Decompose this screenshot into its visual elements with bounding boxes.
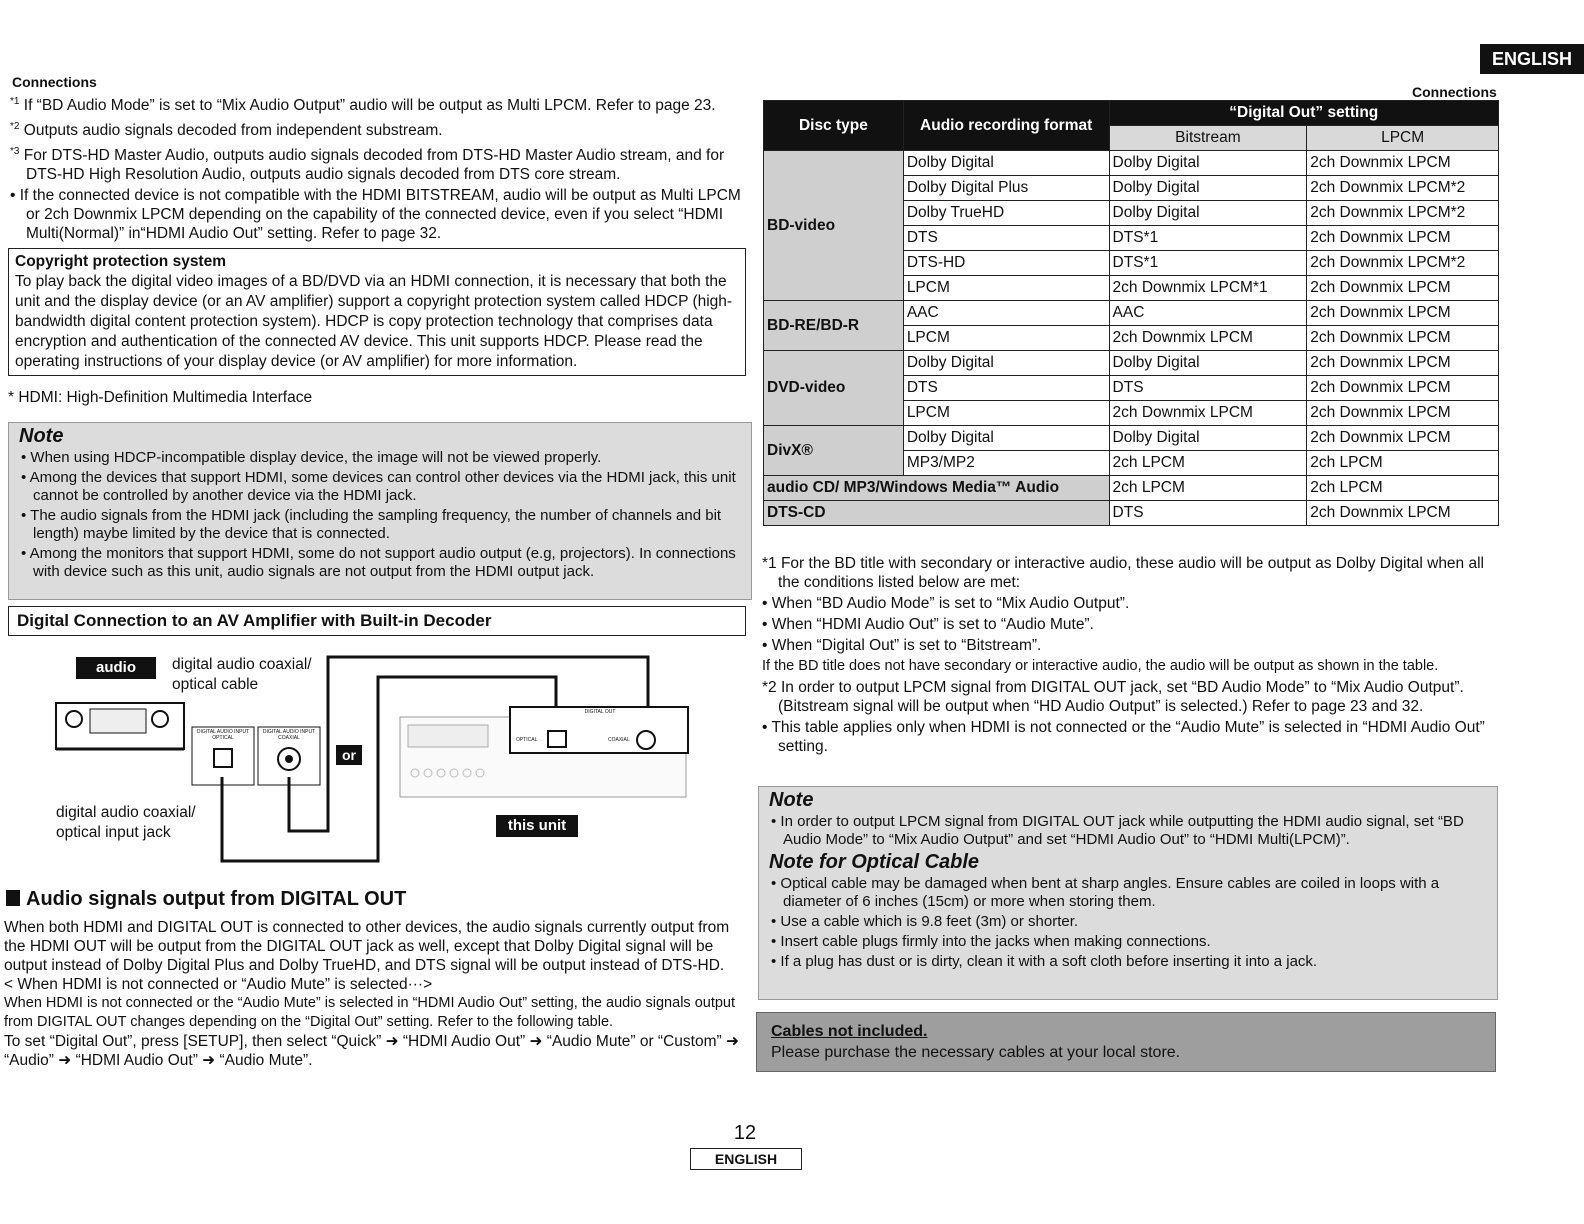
- coaxial-label: COAXIAL: [608, 737, 630, 743]
- para-2: < When HDMI is not connected or “Audio Mute” is selected···>: [4, 976, 433, 993]
- jack-label-1: digital audio coaxial/: [56, 804, 196, 821]
- table-row: DVD-video Dolby Digital Dolby Digital 2ch Downmix LPCM: [764, 351, 1499, 376]
- digital-connection-heading: Digital Connection to an AV Amplifier with Built-in Decoder: [8, 606, 746, 636]
- cables-box: [756, 1012, 1496, 1072]
- table-row: BD-RE/BD-R AAC AAC 2ch Downmix LPCM: [764, 301, 1499, 326]
- optical-in-label: DIGITAL AUDIO INPUT OPTICAL: [196, 729, 250, 741]
- section-label-left: Connections: [12, 74, 97, 90]
- th-lpcm: LPCM: [1307, 126, 1499, 151]
- table-row: audio CD/ MP3/Windows Media™ Audio 2ch LPCM 2ch LPCM: [764, 476, 1499, 501]
- para-3: When HDMI is not connected or the “Audio Mute” is selected in “HDMI Audio Out” setting, the audio signals output from DIGITAL OUT changes depending on the “Digital Out” setting. Refer to the following table.: [4, 995, 736, 1030]
- jack-label-2: optical input jack: [56, 824, 171, 841]
- hdmi-definition: * HDMI: High-Definition Multimedia Interface: [8, 389, 313, 406]
- page-number: 12: [733, 1122, 757, 1144]
- note-item: • The audio signals from the HDMI jack (including the sampling frequency, the number of channels and bit length) maybe limited by the device that is connected.: [33, 507, 741, 543]
- note-item: • If a plug has dust or is dirty, clean it with a soft cloth before inserting it into a jack.: [783, 953, 1487, 971]
- table-row: DTS DTS*1 2ch Downmix LPCM: [764, 226, 1499, 251]
- th-bitstream: Bitstream: [1109, 126, 1307, 151]
- note-item: • Insert cable plugs firmly into the jacks when making connections.: [783, 933, 1487, 951]
- table-row: BD-video Dolby Digital Dolby Digital 2ch Downmix LPCM: [764, 151, 1499, 176]
- table-row: DTS DTS 2ch Downmix LPCM: [764, 376, 1499, 401]
- heading-square-icon: [6, 890, 20, 906]
- table-row: LPCM 2ch Downmix LPCM*1 2ch Downmix LPCM: [764, 276, 1499, 301]
- table-footnote: *2 In order to output LPCM signal from DIGITAL OUT jack, set “BD Audio Mode” to “Mix Audio Output”. (Bitstream signal will be output when “HD Audio Output” is selected.) Refer to page 23 and 32.: [762, 679, 1464, 715]
- note-title: Note: [19, 425, 64, 447]
- table-row: LPCM 2ch Downmix LPCM 2ch Downmix LPCM: [764, 401, 1499, 426]
- table-row: DTS-CD DTS 2ch Downmix LPCM: [764, 501, 1499, 526]
- audio-label: audio: [76, 657, 156, 679]
- table-row: DivX® Dolby Digital Dolby Digital 2ch Downmix LPCM: [764, 426, 1499, 451]
- para-1: When both HDMI and DIGITAL OUT is connected to other devices, the audio signals currently output from the HDMI OUT will be output from the DIGITAL OUT jack as well, except that Dolby Digital signal will be output instead of Dolby Digital Plus and Dolby TrueHD, and DTS signal will be output instead of DTS-HD.: [4, 919, 730, 974]
- table-footnote: • When “HDMI Audio Out” is set to “Audio Mute”.: [762, 616, 1094, 633]
- table-footnote: • This table applies only when HDMI is not connected or the “Audio Mute” is selected in “HDMI Audio Out” setting.: [762, 719, 1485, 755]
- table-row: LPCM 2ch Downmix LPCM 2ch Downmix LPCM: [764, 326, 1499, 351]
- table-footnote: *1 For the BD title with secondary or interactive audio, these audio will be output as Dolby Digital when all the conditions listed below are met:: [762, 555, 1484, 591]
- note-box-left: [8, 422, 752, 600]
- cable-label-2: optical cable: [172, 676, 259, 693]
- digital-out-label: DIGITAL OUT: [584, 709, 616, 715]
- table-footnote: • When “Digital Out” is set to “Bitstream”.: [762, 637, 1042, 654]
- note-item: • When using HDCP-incompatible display device, the image will not be viewed properly.: [33, 449, 741, 467]
- optical-label: OPTICAL: [516, 737, 538, 743]
- disc-cell: BD-video: [764, 151, 904, 301]
- th-audio-format: Audio recording format: [903, 101, 1109, 151]
- copyright-box: [8, 248, 746, 376]
- disc-cell: DivX®: [764, 426, 904, 476]
- table-row: Dolby Digital Plus Dolby Digital 2ch Downmix LPCM*2: [764, 176, 1499, 201]
- note-title-right: Note: [769, 789, 814, 811]
- table-footnote: • When “BD Audio Mode” is set to “Mix Audio Output”.: [762, 595, 1130, 612]
- th-disc-type: Disc type: [764, 101, 904, 151]
- table-footnotes: [762, 554, 1502, 758]
- footnote-bullet: • If the connected device is not compatible with the HDMI BITSTREAM, audio will be output as Multi LPCM or 2ch Downmix LPCM depending on the capability of the connected device, even if you select “HDMI Multi(Normal)” in“HDMI Audio Out” setting. Refer to page 32.: [10, 187, 741, 243]
- disc-cell: BD-RE/BD-R: [764, 301, 904, 351]
- disc-cell: DVD-video: [764, 351, 904, 426]
- note-optical-title: Note for Optical Cable: [769, 851, 980, 873]
- note-item: • In order to output LPCM signal from DIGITAL OUT jack while outputting the HDMI audio signal, set “BD Audio Mode” to “Mix Audio Output” and set “HDMI Audio Out” to “HDMI Multi(LPCM)”.: [783, 813, 1487, 849]
- audio-output-table: [763, 100, 1499, 526]
- connection-diagram: [0, 645, 750, 875]
- note-item: • Among the monitors that support HDMI, some do not support audio output (e.g, projectors). In connections with device such as this unit, audio signals are not output from the HDMI output jack.: [33, 545, 741, 581]
- section-label-right: Connections: [1412, 84, 1497, 100]
- table-footnote: If the BD title does not have secondary or interactive audio, the audio will be output as shown in the table.: [762, 658, 1439, 674]
- th-digital-out: “Digital Out” setting: [1109, 101, 1498, 126]
- table-row: DTS-HD DTS*1 2ch Downmix LPCM*2: [764, 251, 1499, 276]
- copyright-text: To play back the digital video images of a BD/DVD via an HDMI connection, it is necessary that both the unit and the display device (or an AV amplifier) support a copyright protection system called HDCP (high-bandwidth digital content protection system). HDCP is copy protection technology that comprises data encryption and authentication of the connected AV device. This unit supports HDCP. Please read the operating instructions of your display device (or AV amplifier) for more information.: [15, 273, 733, 370]
- footnote-1: $^{*1}$ If “BD Audio Mode” is set to “Mix Audio Output” audio will be output as Multi LPCM. Refer to page 23.: [10, 96, 716, 115]
- table-row: Dolby TrueHD Dolby Digital 2ch Downmix LPCM*2: [764, 201, 1499, 226]
- cables-title: Cables not included.: [771, 1023, 928, 1040]
- footnote-2: $^{*2}$ Outputs audio signals decoded from independent substream.: [10, 121, 443, 140]
- audio-signals-heading: Audio signals output from DIGITAL OUT: [6, 888, 406, 911]
- or-label: or: [342, 747, 356, 763]
- para-4: To set “Digital Out”, press [SETUP], then select “Quick” ➜ “HDMI Audio Out” ➜ “Audio Mute” or “Custom” ➜ “Audio” ➜ “HDMI Audio Out” ➜ “Audio Mute”.: [4, 1033, 739, 1069]
- note-item: • Optical cable may be damaged when bent at sharp angles. Ensure cables are coiled in loops with a diameter of 6 inches (15cm) or more when storing them.: [783, 875, 1487, 911]
- footnote-3: $^{*3}$ For DTS-HD Master Audio, outputs audio signals decoded from DTS-HD Master Audio stream, and for DTS-HD High Resolution Audio, outputs audio signals decoded from DTS core stream.: [10, 146, 725, 184]
- cables-text: Please purchase the necessary cables at your local store.: [771, 1044, 1181, 1061]
- footnotes-left: [10, 92, 750, 245]
- page-language: ENGLISH: [690, 1148, 802, 1170]
- this-unit-label: this unit: [507, 817, 567, 834]
- audio-paragraphs: [4, 918, 740, 1070]
- table-row: MP3/MP2 2ch LPCM 2ch LPCM: [764, 451, 1499, 476]
- copyright-title: Copyright protection system: [15, 253, 226, 270]
- language-tab: ENGLISH: [1480, 44, 1584, 74]
- note-item: • Among the devices that support HDMI, some devices can control other devices via the HDMI jack, this unit cannot be controlled by another device via the HDMI jack.: [33, 469, 741, 505]
- cable-label-1: digital audio coaxial/: [172, 656, 312, 673]
- coaxial-in-label: DIGITAL AUDIO INPUT COAXIAL: [262, 729, 316, 741]
- note-item: • Use a cable which is 9.8 feet (3m) or shorter.: [783, 913, 1487, 931]
- note-box-right: [758, 786, 1498, 1000]
